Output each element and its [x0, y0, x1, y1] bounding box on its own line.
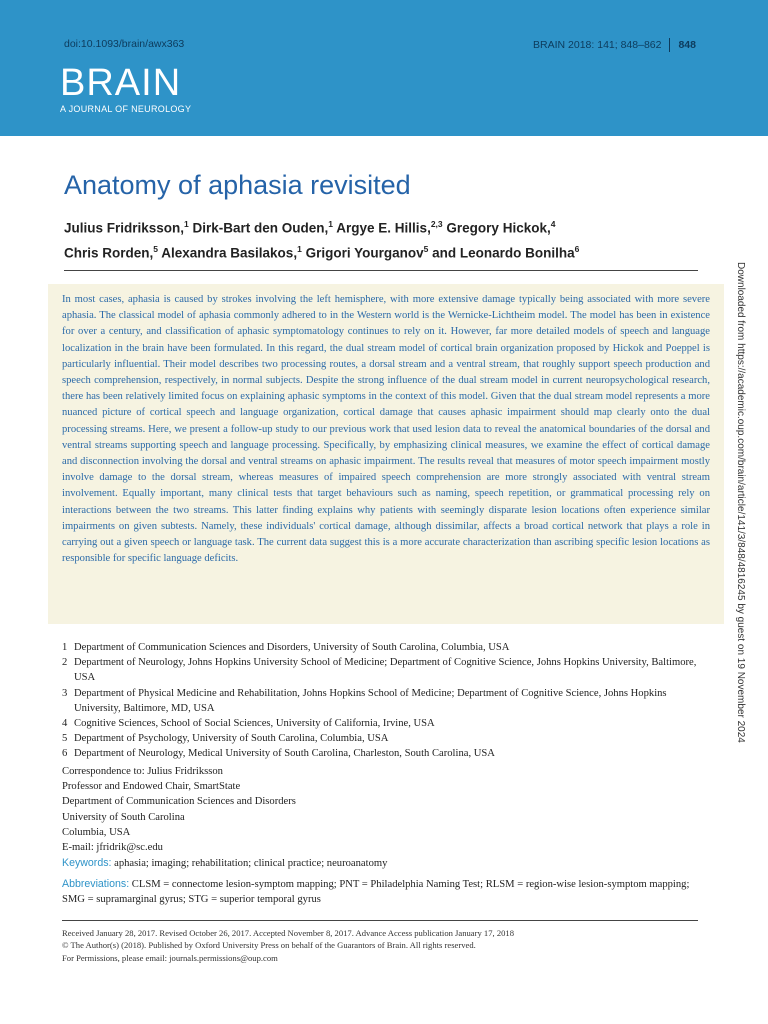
affiliation-number: 3: [62, 687, 68, 699]
paper-title: Anatomy of aphasia revisited: [64, 170, 411, 200]
download-watermark: Downloaded from https://academic.oup.com/brain/article/141/3/848/4816245 by guest on 19 November 2024: [735, 262, 746, 743]
affiliation-item: [62, 716, 712, 731]
abstract-text: In most cases, aphasia is caused by strokes involving the left hemisphere, with more extensive damage typically being associated with more severe aphasia. The classical model of aphasia commonly adhered to in the Western world is the Wernicke-Lichtheim model. The model has been in existence for over a century, and classification of aphasic symptomatology continues to rely on it. However, far more detailed models of speech and language localization in the brain have been formulated. In this regard, the dual stream model of cortical brain organization proposed by Hickok and Poeppel is particularly influential. Their model describes two processing routes, a dorsal stream and a ventral stream, that roughly support speech production and speech comprehension, respectively, in normal subjects. Despite the strong influence of the dual stream model in current neuropsychological research, there has been relatively limited focus on explaining aphasic symptoms in the context of this model. Given that the dual stream model represents a more nuanced picture of cortical speech and language organization, cortical damage that causes aphasic impairment should map clearly onto the dual processing streams. Here, we present a follow-up study to our previous work that used lesion data to reveal the anatomical boundaries of the dorsal and ventral streams supporting speech and language processing. Specifically, by emphasizing clinical measures, we examine the effect of cortical damage and disconnection involving the dorsal and ventral streams on aphasic impairment. The results reveal that measures of motor speech impairment mostly involve damage to the dorsal stream, whereas measures of impaired speech comprehension are more strongly associated with ventral stream involvement. Equally important, many clinical tests that target behaviours such as naming, speech repetition, or grammatical processing rely on interactions between the two streams. This latter finding explains why patients with seemingly disparate lesion locations often experience similar impairments on given subtests. Namely, these individuals' cortical damage, although dissimilar, affects a broad cortical network that plays a role in carrying out a given speech or language task. The current data suggest this is a more accurate characterization than ascribing specific lesion locations as responsible for specific language deficits.: [62, 294, 710, 565]
doi-text: doi:10.1093/brain/awx363: [64, 38, 185, 50]
affiliation-item: [62, 686, 712, 716]
publication-footer: [62, 927, 702, 964]
received-dates: Received January 28, 2017. Revised October 26, 2017. Accepted November 8, 2017. Advance Access publication January 17, 2018: [62, 928, 515, 938]
affiliation-item: [62, 655, 712, 685]
correspondence-line: Professor and Endowed Chair, SmartState: [62, 781, 241, 793]
author-affiliation: 5: [423, 243, 429, 254]
author-affiliation: 2,3: [430, 219, 443, 229]
correspondence-email: E-mail: jfridrik@sc.edu: [62, 842, 163, 854]
citation-divider: [669, 38, 670, 52]
citation-info: [533, 38, 696, 52]
abstract-box: [48, 284, 724, 624]
affiliation-number: 5: [62, 733, 68, 745]
author-name: Gregory Hickok,: [446, 220, 551, 236]
keywords-section: [62, 856, 712, 871]
affiliation-text: Department of Physical Medicine and Rehabilitation, Johns Hopkins School of Medicine; Department of Cognitive Science, Johns Hopkins University, Baltimore, MD, USA: [74, 687, 667, 714]
author-list: [64, 214, 704, 263]
journal-logo-text: BRAIN: [60, 62, 182, 104]
correspondence-line: University of South Carolina: [62, 811, 185, 823]
abbreviations-section: [62, 877, 712, 907]
permissions-note: For Permissions, please email: journals.permissions@oup.com: [62, 952, 278, 963]
author-affiliation: 5: [153, 243, 158, 254]
footer-divider: [62, 920, 698, 921]
keywords-text: aphasia; imaging; rehabilitation; clinical practice; neuroanatomy: [114, 858, 388, 869]
affiliation-item: [62, 640, 712, 655]
affiliations-list: [62, 640, 712, 762]
abbreviations-text: CLSM = connectome lesion-symptom mapping; PNT = Philadelphia Naming Test; RLSM = region-wise lesion-symptom mapping; SMG = supramarginal gyrus; STG = superior temporal gyrus: [62, 879, 690, 905]
title-divider: [64, 270, 698, 271]
affiliation-text: Cognitive Sciences, School of Social Sciences, University of California, Irvine, USA: [74, 718, 435, 730]
affiliation-item: [62, 746, 712, 761]
author-affiliation: 4: [550, 219, 556, 229]
author-name: and Leonardo Bonilha: [432, 245, 575, 260]
correspondence-line: Correspondence to: Julius Fridriksson: [62, 766, 223, 777]
citation-text: BRAIN 2018: 141; 848–862: [533, 39, 662, 51]
affiliation-item: [62, 731, 712, 746]
affiliation-number: 6: [62, 748, 68, 760]
page-number: 848: [678, 39, 696, 51]
correspondence-block: [62, 764, 712, 855]
correspondence-line: Columbia, USA: [62, 826, 131, 838]
affiliation-text: Department of Communication Sciences and Disorders, University of South Carolina, Columbia, USA: [74, 642, 510, 653]
journal-logo: [60, 64, 191, 114]
abbreviations-label: Abbreviations:: [62, 878, 130, 890]
affiliation-text: Department of Neurology, Medical University of South Carolina, Charleston, South Carolina, USA: [74, 748, 495, 760]
author-name: Alexandra Basilakos,: [161, 245, 298, 260]
affiliation-text: Department of Neurology, Johns Hopkins University School of Medicine; Department of Cognitive Science, Johns Hopkins University, Baltimore, USA: [74, 657, 697, 684]
author-affiliation: 1: [328, 219, 334, 229]
author-affiliation: 1: [297, 243, 302, 254]
author-name: Chris Rorden,: [64, 245, 154, 260]
affiliation-number: 4: [62, 718, 68, 730]
keywords-label: Keywords:: [62, 857, 112, 869]
affiliation-number: 1: [62, 642, 68, 653]
author-affiliation: 6: [574, 243, 580, 254]
author-name: Julius Fridriksson,: [64, 220, 185, 236]
author-name: Argye E. Hillis,: [336, 220, 431, 236]
author-name: Dirk-Bart den Ouden,: [192, 220, 329, 236]
correspondence-line: Department of Communication Sciences and Disorders: [62, 796, 296, 808]
author-name: Grigori Yourganov: [305, 245, 424, 260]
journal-subtitle: A JOURNAL OF NEUROLOGY: [60, 104, 192, 114]
affiliation-number: 2: [62, 657, 68, 669]
copyright-notice: © The Author(s) (2018). Published by Oxford University Press on behalf of the Guarantors of Brain. All rights reserved.: [62, 940, 476, 951]
author-affiliation: 1: [184, 219, 189, 229]
affiliation-text: Department of Psychology, University of South Carolina, Columbia, USA: [74, 733, 389, 745]
